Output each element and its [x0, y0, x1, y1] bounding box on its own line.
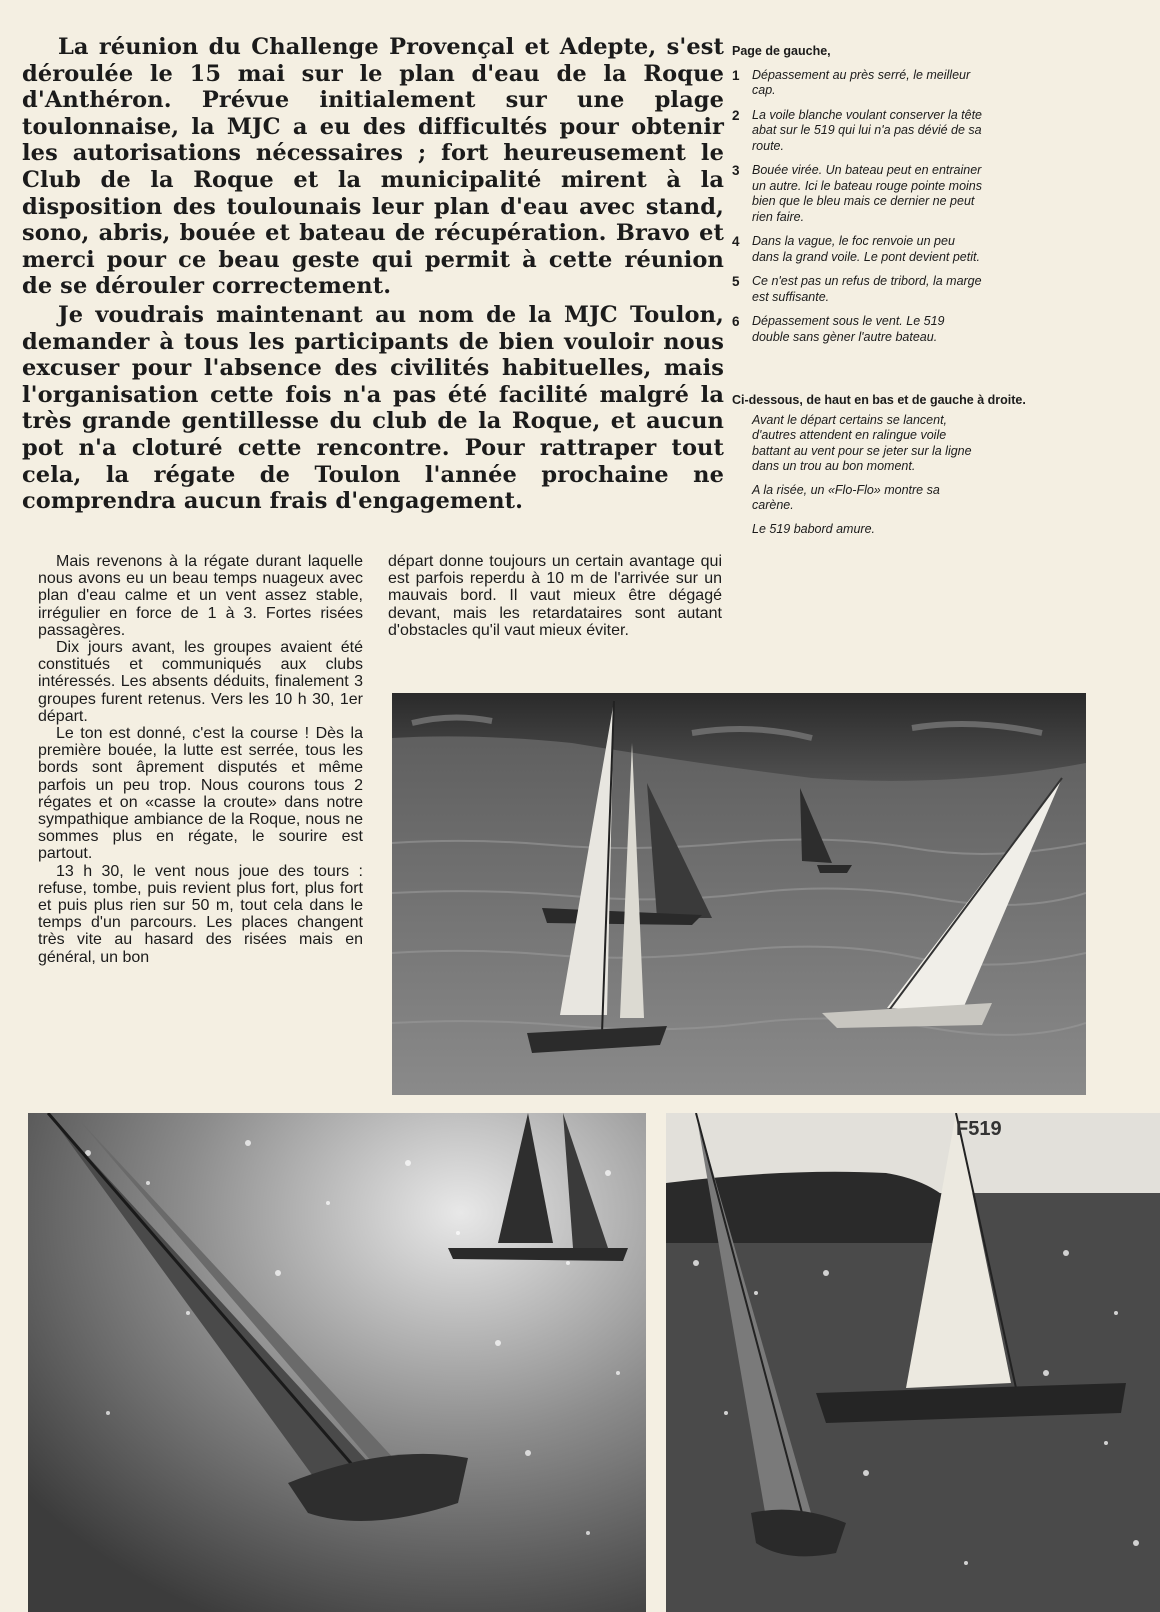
caption-item: [732, 274, 1092, 305]
body-column-1: [38, 553, 363, 966]
caption-text: Dépassement sous le vent. Le 519 double sans gèner l'autre bateau.: [752, 314, 945, 344]
caption-text: Ce n'est pas un refus de tribord, la marge est suffisante.: [752, 274, 982, 304]
caption-sub-1: Avant le départ certains se lancent, d'autres attendent en ralingue voile battant au vent pour se jeter sur la ligne dans un trou au bon moment.: [752, 412, 972, 473]
caption-item: [732, 314, 1092, 345]
caption-number: 6: [732, 314, 740, 329]
caption-number: 2: [732, 107, 740, 123]
caption-text: Dans la vague, le foc renvoie un peu dans la grand voile. Le pont devient petit.: [752, 234, 980, 264]
caption-item: [732, 68, 1092, 99]
caption-number: 3: [732, 163, 740, 178]
photo-boat-519: [666, 1113, 1160, 1612]
caption-item: [732, 234, 1092, 265]
photo-heeled-boat: [28, 1113, 646, 1612]
body-paragraph: 13 h 30, le vent nous joue des tours : refuse, tombe, puis revient plus fort, plus fort et puis plus rien sur 50 m, tout cela dans le temps d'un parcours. Les places changent très vite au hasard des risées mais en général, un bon: [38, 862, 363, 966]
caption-item: [732, 108, 1092, 155]
caption-number: 4: [732, 234, 740, 249]
caption-text: La voile blanche voulant conserver la tête abat sur le 519 qui lui n'a pas dévié de sa route.: [752, 107, 983, 153]
body-column-2: [388, 553, 722, 639]
photo-captions: [732, 44, 1092, 545]
caption-heading: Page de gauche,: [732, 44, 831, 58]
caption-sub-3: Le 519 babord amure.: [752, 521, 876, 536]
body-paragraph: Dix jours avant, les groupes avaient été constitués et communiqués aux clubs intéressés. Les absents déduits, finalement 3 groupes furent retenus. Vers les 10 h 30, 1er départ.: [38, 639, 363, 725]
caption-item: [732, 163, 1092, 225]
body-paragraph: Le ton est donné, c'est la course ! Dès la première bouée, la lutte est serrée, tous les bords sont âprement disputés et même parfois un peu trop. Nous courons tous 2 régates et on «casse la croute» dans notre sympathique ambiance de la Roque, nous ne sommes plus en régate, le sourire est partout.: [38, 725, 363, 863]
caption-heading-2: Ci-dessous, de haut en bas et de gauche à droite.: [732, 393, 1026, 407]
body-paragraph: départ donne toujours un certain avantage qui est parfois reperdu à 10 m de l'arrivée sur un mauvais bord. Il vaut mieux être dégagé devant, mais les retardataires sont autant d'obstacles qu'il vaut mieux éviter.: [388, 553, 722, 639]
photo-race-start: [392, 693, 1086, 1095]
caption-sub-2: A la risée, un «Flo-Flo» montre sa carène.: [752, 482, 940, 512]
sail-number: F519: [956, 1118, 1002, 1140]
body-paragraph: Mais revenons à la régate durant laquelle nous avons eu un beau temps nuageux avec plan d'eau calme et un vent assez stable, irrégulier en force de 1 à 3. Fortes risées passagères.: [38, 553, 363, 639]
caption-number: 5: [732, 274, 740, 289]
caption-text: Bouée virée. Un bateau peut en entrainer un autre. Ici le bateau rouge pointe moins bien que le bleu mais ce dernier ne peut rien faire.: [752, 163, 983, 224]
intro-text: [22, 34, 724, 515]
intro-paragraph-1: La réunion du Challenge Provençal et Adepte, s'est déroulée le 15 mai sur le plan d'eau de la Roque d'Anthéron. Prévue initialement sur une plage toulonnaise, la MJC a eu des difficultés pour obtenir les autorisations nécessaires ; fort heureusement le Club de la Roque et la municipalité mirent à la disposition des toulounais leur plan d'eau avec stand, sono, abris, bouée et bateau de récupération. Bravo et merci pour ce beau geste qui permit à cette réunion de se dérouler correctement.: [22, 34, 724, 300]
caption-text: Dépassement au près serré, le meilleur cap.: [752, 67, 971, 97]
caption-number: 1: [732, 67, 740, 83]
intro-paragraph-2: Je voudrais maintenant au nom de la MJC Toulon, demander à tous les participants de bien vouloir nous excuser pour l'absence des civilités habituelles, mais l'organisation cette fois n'a pas été facilité malgré la très grande gentillesse du club de la Roque, et aucun pot n'a cloturé cette rencontre. Pour rattraper tout cela, la régate de Toulon l'année prochaine ne comprendra aucun frais d'engagement.: [22, 301, 724, 515]
